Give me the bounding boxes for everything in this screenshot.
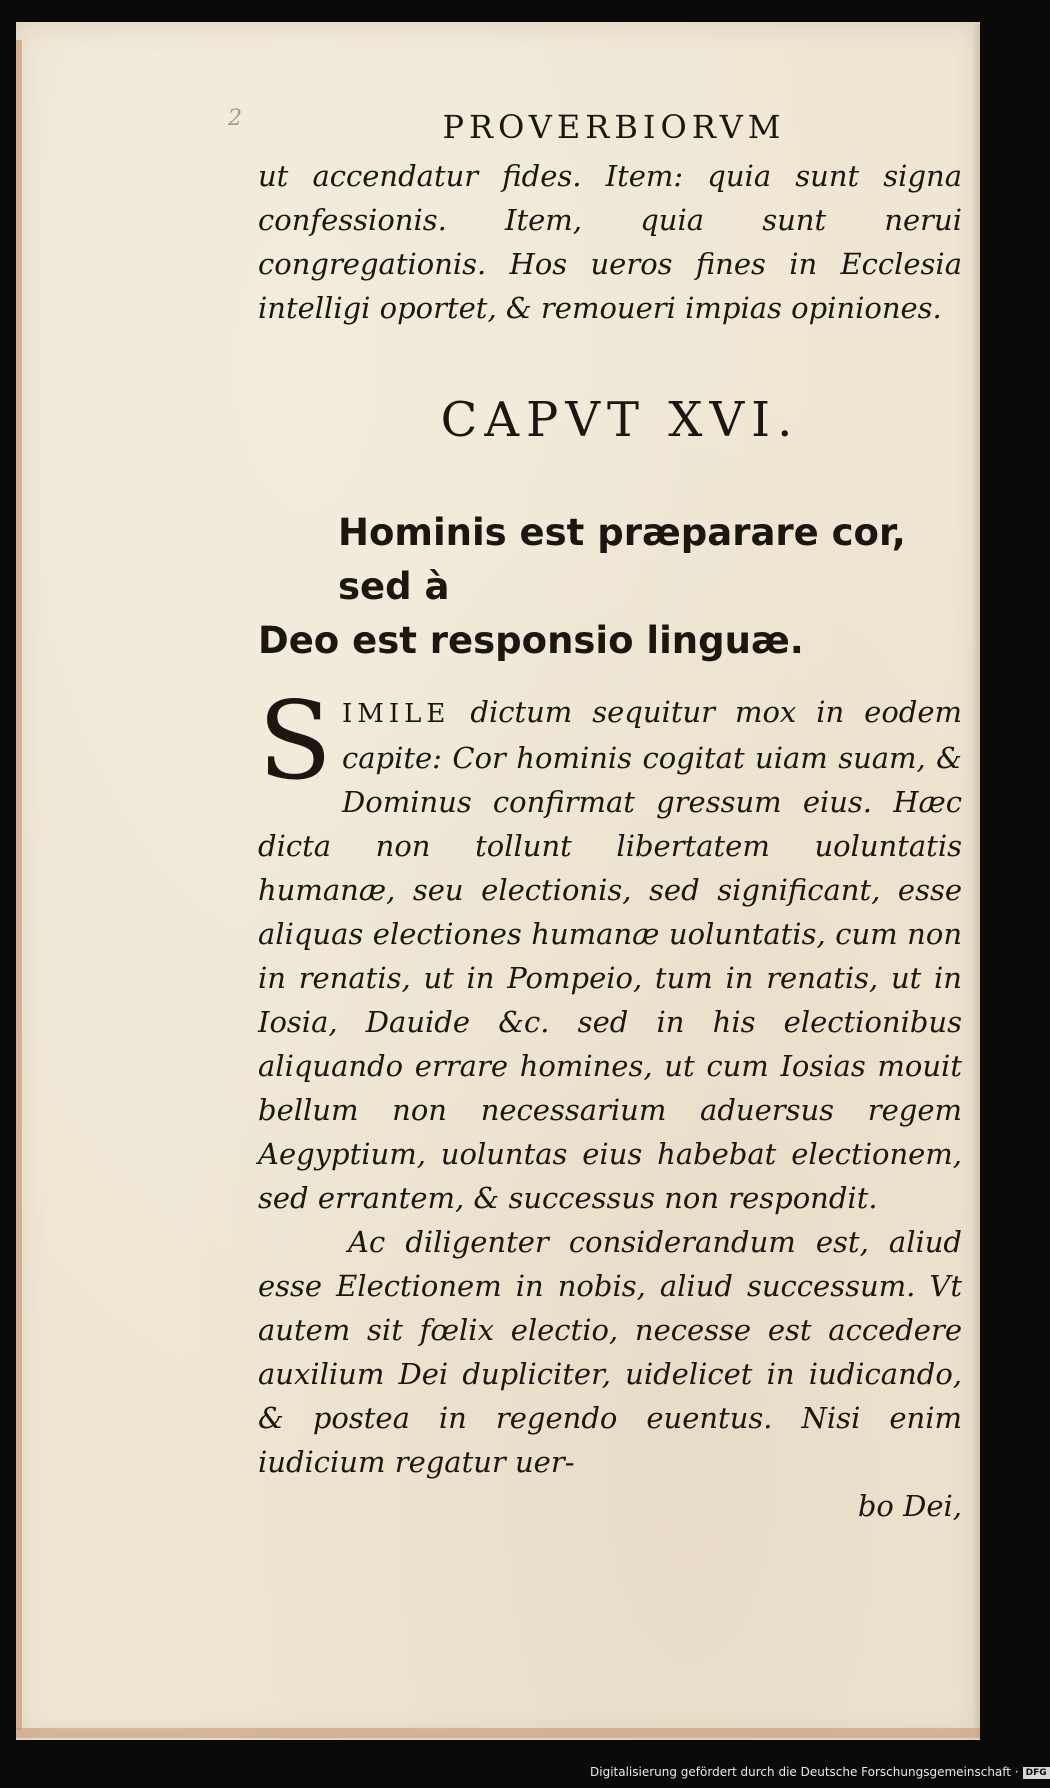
- dfg-logo-badge: DFG: [1023, 1767, 1050, 1779]
- chapter-subject: [258, 506, 962, 668]
- chapter-heading: CAPVT XVI.: [440, 392, 800, 448]
- top-paragraph: ut accendatur fides. Item: quia sunt signa confessionis. Item, quia sunt nerui congregationis. Hos ueros fines in Ecclesia intelligi oportet, & remoueri impias opiniones.: [258, 159, 962, 325]
- credit-text: Digitalisierung gefördert durch die Deutsche Forschungsgemeinschaft ·: [590, 1765, 1019, 1779]
- folio-mark: 2: [228, 106, 242, 131]
- first-word: IMILE: [342, 699, 451, 729]
- digitization-credit: [590, 1765, 1047, 1785]
- page-edge-right: [972, 24, 980, 1738]
- running-head: PROVERBIORVM: [442, 108, 786, 146]
- paragraph-2: Ac diligenter considerandum est, aliud esse Electionem in nobis, aliud successum. Vt autem sit fœlix electio, necesse est accedere auxilium Dei dupliciter, uidelicet in iudicando, & postea in regendo euentus. Nisi enim iudicium regatur uer-: [258, 1225, 962, 1479]
- paragraph-1-text: dictum sequitur mox in eodem capite: Cor hominis cogitat uiam suam, & Dominus confirmat gressum eius. Hæc dicta non tollunt libertatem uoluntatis humanæ, seu electionis, sed significant, esse aliquas electiones humanæ uoluntatis, cum non in renatis, ut in Pompeio, tum in renatis, ut in Iosia, Dauide &c. sed in his electionibus aliquando errare homines, ut cum Iosias mouit bellum non necessarium aduersus regem Aegyptium, uoluntas eius habebat electionem, sed errantem, & successus non respondit.: [258, 695, 963, 1215]
- page-text-block: [228, 106, 963, 1528]
- subject-line-2: Deo est responsio linguæ.: [258, 619, 804, 662]
- drop-cap: S: [258, 679, 332, 804]
- page-edge-bottom: [16, 1728, 980, 1738]
- paragraph-1: [258, 679, 963, 1220]
- catchword: bo Dei,: [857, 1489, 962, 1523]
- page-edge-left: [16, 40, 22, 1730]
- subject-line-1: Hominis est præparare cor, sed à: [338, 511, 906, 608]
